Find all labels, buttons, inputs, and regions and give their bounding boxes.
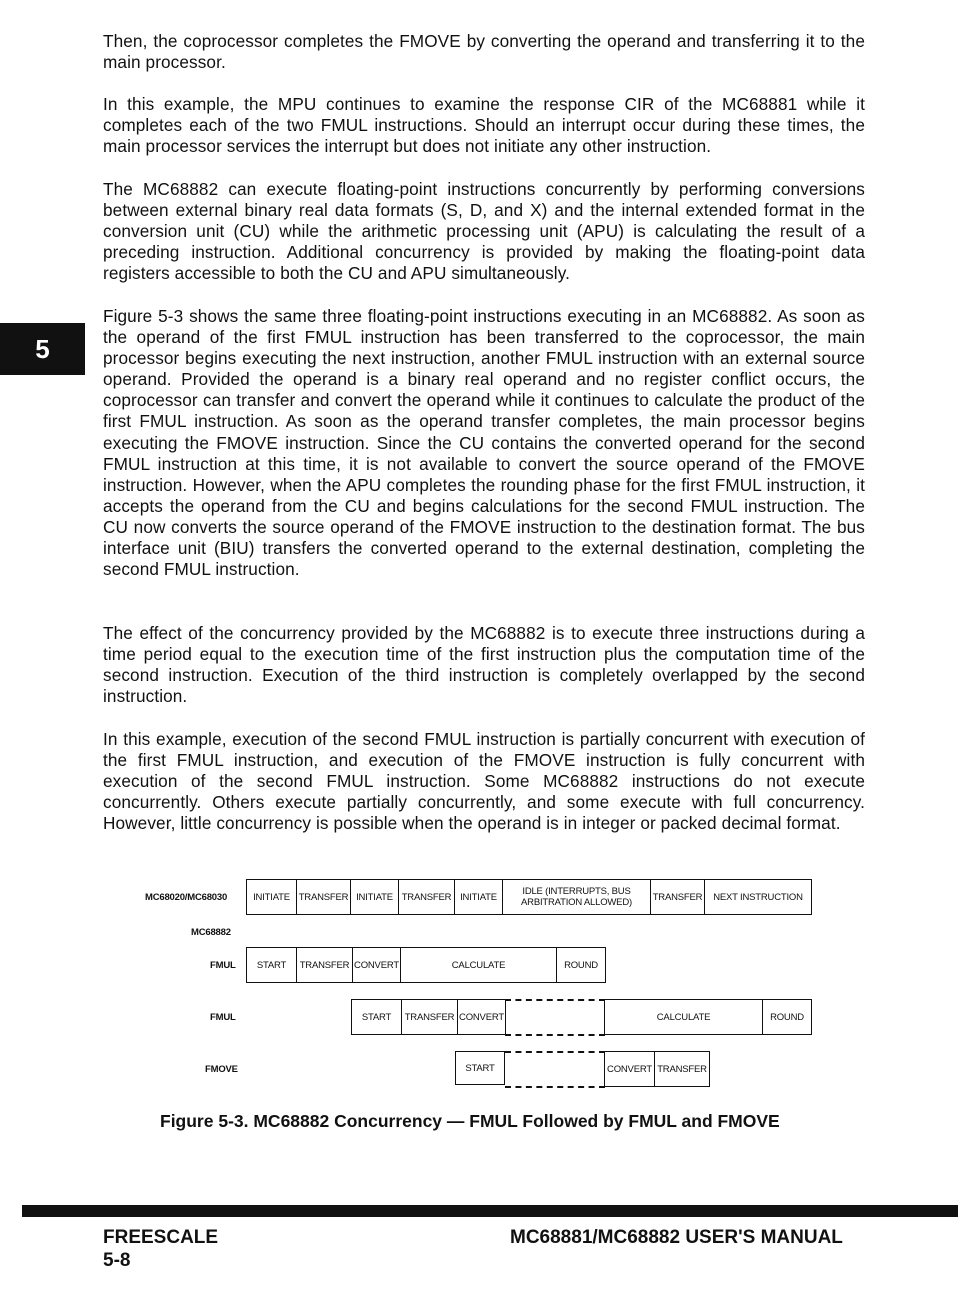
paragraph-5: The effect of the concurrency provided by the MC68882 is to execute three instructions during a time period equal to the execution time of the first instruction plus the computation time of the second instruction. Execution of the third instruction is completely overlapped by the second instruction. bbox=[103, 623, 865, 707]
fmove-start: START bbox=[455, 1051, 505, 1085]
cpu-transfer-2: TRANSFER bbox=[399, 880, 455, 914]
fmul1-transfer: TRANSFER bbox=[297, 948, 353, 982]
chapter-tab: 5 bbox=[0, 323, 85, 375]
footer-rule bbox=[22, 1205, 958, 1217]
label-cpu: MC68020/MC68030 bbox=[145, 892, 228, 903]
fmul2-timeline-a bbox=[351, 999, 506, 1035]
fmove-convert: CONVERT bbox=[605, 1052, 655, 1086]
fmul1-start: START bbox=[247, 948, 297, 982]
paragraph-1: Then, the coprocessor completes the FMOVE by converting the operand and transferring it to the main processor. bbox=[103, 31, 865, 73]
fmul2-calculate: CALCULATE bbox=[605, 1000, 763, 1034]
fmul1-round: ROUND bbox=[564, 959, 598, 971]
fmul1-timeline bbox=[246, 947, 606, 983]
fmul2-transfer: TRANSFER bbox=[402, 1000, 458, 1034]
fmul2-convert: CONVERT bbox=[459, 1011, 504, 1023]
cpu-initiate-1: INITIATE bbox=[247, 880, 297, 914]
cpu-next-instruction: NEXT INSTRUCTION bbox=[713, 891, 803, 903]
footer-publisher: FREESCALE bbox=[103, 1227, 219, 1248]
fmove-transfer: TRANSFER bbox=[657, 1063, 707, 1075]
paragraph-3: The MC68882 can execute floating-point instructions concurrently by performing conversions between external binary real data formats (S, D, and X) and the internal extended format in the conversion unit (CU) while the arithmetic processing unit (APU) is calculating the result of a preceding instruction. Additional concurrency is provided by making the floating-point data registers accessible to both the CU and APU simultaneously. bbox=[103, 179, 865, 284]
cpu-initiate-3: INITIATE bbox=[455, 880, 503, 914]
cpu-transfer-3: TRANSFER bbox=[651, 880, 705, 914]
footer-manual-title: MC68881/MC68882 USER'S MANUAL bbox=[510, 1227, 843, 1248]
cpu-transfer-1: TRANSFER bbox=[297, 880, 351, 914]
fmove-wait-bottom bbox=[505, 1086, 605, 1088]
fmul2-round: ROUND bbox=[770, 1011, 804, 1023]
fmove-timeline-b bbox=[604, 1051, 710, 1087]
footer-page-number: 5-8 bbox=[103, 1250, 131, 1271]
fmul2-start: START bbox=[352, 1000, 402, 1034]
paragraph-6: In this example, execution of the second FMUL instruction is partially concurrent with execution of the first FMUL instruction, and execution of the FMOVE instruction is fully concurrent with execution of the second FMUL instruction. Some MC68882 instructions do not execute concurrently. Others execute partially concurrently, and some execute with full concurrency. However, little concurrency is possible when the operand is in integer or packed decimal format. bbox=[103, 729, 865, 834]
label-fmul-2: FMUL bbox=[210, 1012, 236, 1023]
cpu-timeline bbox=[246, 879, 812, 915]
label-fmul-1: FMUL bbox=[210, 960, 236, 971]
cpu-initiate-2: INITIATE bbox=[351, 880, 399, 914]
fmul2-wait-bottom bbox=[505, 1034, 605, 1036]
cpu-idle: IDLE (INTERRUPTS, BUS ARBITRATION ALLOWED) bbox=[503, 880, 651, 914]
fmul1-calculate: CALCULATE bbox=[401, 948, 557, 982]
label-fmove: FMOVE bbox=[205, 1064, 238, 1075]
label-fpu: MC68882 bbox=[191, 927, 231, 938]
figure-caption: Figure 5-3. MC68882 Concurrency — FMUL Followed by FMUL and FMOVE bbox=[160, 1111, 780, 1131]
paragraph-4: Figure 5-3 shows the same three floating-point instructions executing in an MC68882. As soon as the operand of the first FMUL instruction has been transferred to the coprocessor, the main processor begins executing the next instruction, another FMUL instruction with an external source operand. Provided the operand is a binary real operand and no register conflict occurs, the coprocessor can transfer and convert the operand while it continues to calculate the product of the first FMUL instruction. As soon as the operand transfer completes, the main processor begins executing the FMOVE instruction. Since the CU contains the converted operand for the second FMUL instruction at this time, it is not available to convert the source operand of the FMOVE instruction. However, when the APU completes the rounding phase for the first FMUL instruction, it accepts the operand from the CU and begins calculations for the second FMUL instruction. The CU now converts the source operand of the FMOVE instruction to the destination format. The bus interface unit (BIU) transfers the converted operand to the external destination, completing the second FMUL instruction. bbox=[103, 306, 865, 580]
fmul2-wait-top bbox=[505, 999, 605, 1001]
fmove-wait-top bbox=[505, 1051, 605, 1053]
fmul1-convert: CONVERT bbox=[353, 948, 401, 982]
paragraph-2: In this example, the MPU continues to examine the response CIR of the MC68881 while it completes each of the two FMUL instructions. Should an interrupt occur during these times, the main processor services the interrupt but does not initiate any other instruction. bbox=[103, 94, 865, 157]
fmul2-timeline-b bbox=[604, 999, 812, 1035]
